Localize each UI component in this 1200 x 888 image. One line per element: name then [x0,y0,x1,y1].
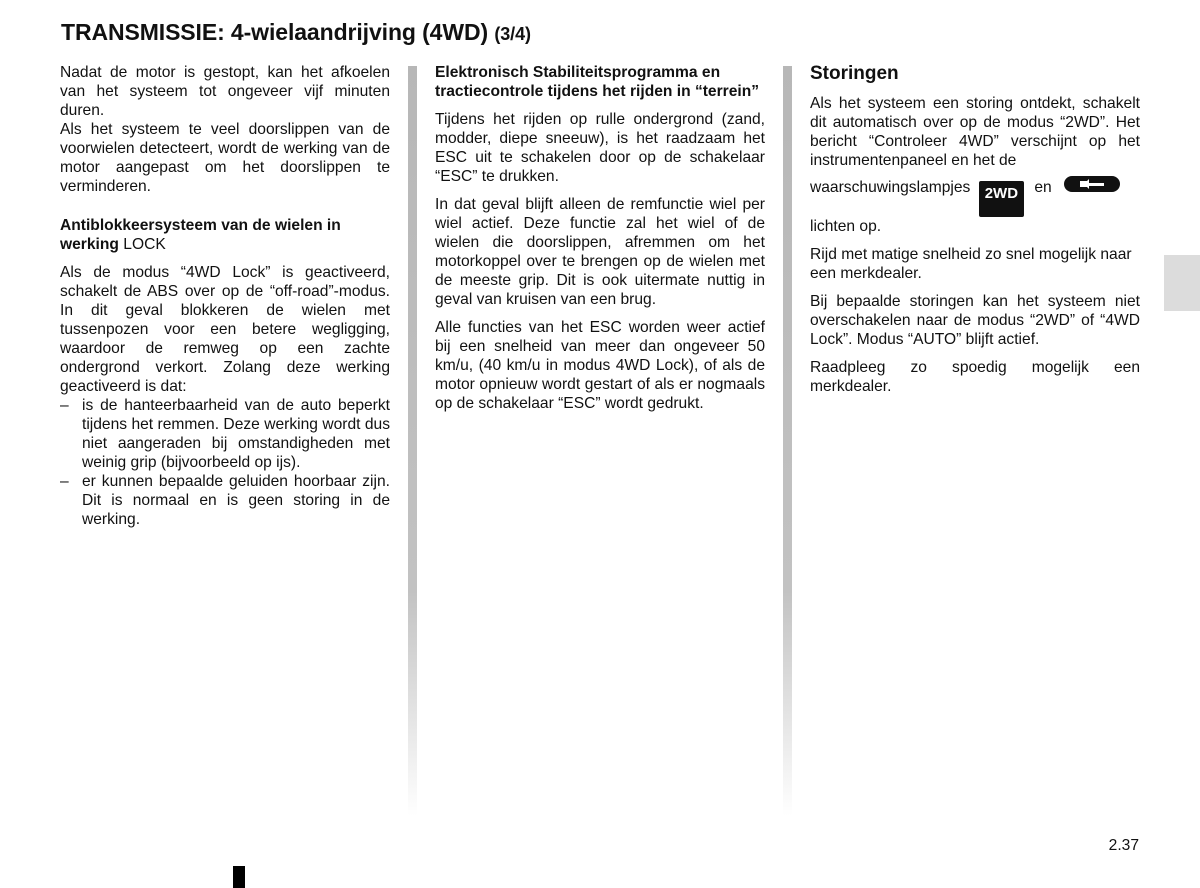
esc-heading: Elektronisch Stabiliteitsprogramma en tractiecontrole tijdens het rijden in “terrein” [435,64,760,100]
list-item-text: is de hanteerbaarheid van de auto beperkt tijdens het remmen. Deze werking wordt dus niet aangeraden bij omstandigheden met weinig grip (bijvoorbeeld op ijs). [82,397,390,471]
lamp-conjunction: en [1034,179,1052,196]
dash-bullet: – [60,473,69,490]
col3-paragraph-4: Raadpleeg zo spoedig mogelijk een merkdealer. [810,359,1140,395]
abs-effects-list [60,396,390,529]
column-2 [435,63,765,422]
column-3 [810,63,1140,405]
col1-paragraph-1: Nadat de motor is gestopt, kan het afkoelen van het systeem tot ongeveer vijf minuten duren. [60,64,390,119]
2wd-warning-lamp-icon: 2WD [979,181,1024,217]
page-title-text: TRANSMISSIE: 4-wielaandrijving (4WD) [61,19,489,45]
page-title [61,19,531,46]
list-item [60,472,390,529]
lamp-prefix: waarschuwingslampjes [810,179,971,196]
section-title-storingen: Storingen [810,63,899,84]
col1-paragraph-3: Als de modus “4WD Lock” is geactiveerd, schakelt de ABS over op de “off-road”-modus. In dit geval blokkeren de wielen met tussenpozen voor een betere wegligging, waardoor de remweg op een zachte ondergrond verkort. Zolang deze werking geactiveerd is dat: [60,264,390,395]
col2-paragraph-3: Alle functies van het ESC worden weer actief bij een snelheid van meer dan ongeveer 50 km/u, (40 km/u in modus 4WD Lock), of als de motor opnieuw wordt gestart of als er nogmaals op de schakelaar “ESC” wordt gedrukt. [435,319,765,412]
lamp-suffix: lichten op. [810,218,882,235]
col3-paragraph-1: Als het systeem een storing ontdekt, schakelt dit automatisch over op de modus “2WD”. Het bericht “Controleer 4WD” verschijnt op het instrumentenpaneel en het de [810,95,1140,169]
page-number: 2.37 [1108,837,1139,854]
warning-lamps-line [810,176,1140,236]
column-1 [60,63,390,529]
col2-paragraph-1: Tijdens het rijden op rulle ondergrond (zand, modder, diepe sneeuw), is het raadzaam het ESC uit te schakelen door op de schakelaar “ESC” te drukken. [435,111,765,185]
service-wrench-lamp-icon [1064,176,1120,192]
col2-paragraph-2: In dat geval blijft alleen de remfunctie wiel per wiel actief. Deze functie zal het wiel of de wielen die doorslippen, afremmen om het motorkoppel over te brengen op de wielen met de meeste grip. Dit is ook uitermate nuttig in geval van kruisen van een brug. [435,196,765,308]
col3-paragraph-3: Bij bepaalde storingen kan het systeem niet overschakelen naar de modus “2WD” of “4WD Lock”. Modus “AUTO” blijft actief. [810,293,1140,348]
col3-paragraph-2: Rijd met matige snelheid zo snel mogelijk naar een merkdealer. [810,246,1132,282]
chapter-tab-marker [1164,255,1200,311]
abs-heading [60,216,390,254]
list-item [60,396,390,472]
col1-paragraph-2: Als het systeem te veel doorslippen van de voorwielen detecteert, wordt de werking van de motor aangepast om het doorslippen te verminderen. [60,121,390,195]
abs-heading-bold: Antiblokkeersysteem van de wielen in werking [60,217,341,253]
print-crop-mark [233,866,245,888]
list-item-text: er kunnen bepaalde geluiden hoorbaar zijn. Dit is normaal en is geen storing in de werking. [82,473,390,528]
abs-heading-lock: LOCK [123,236,166,253]
page-part-indicator: (3/4) [494,24,531,44]
column-divider-2 [783,66,792,816]
column-divider-1 [408,66,417,816]
dash-bullet: – [60,397,69,414]
